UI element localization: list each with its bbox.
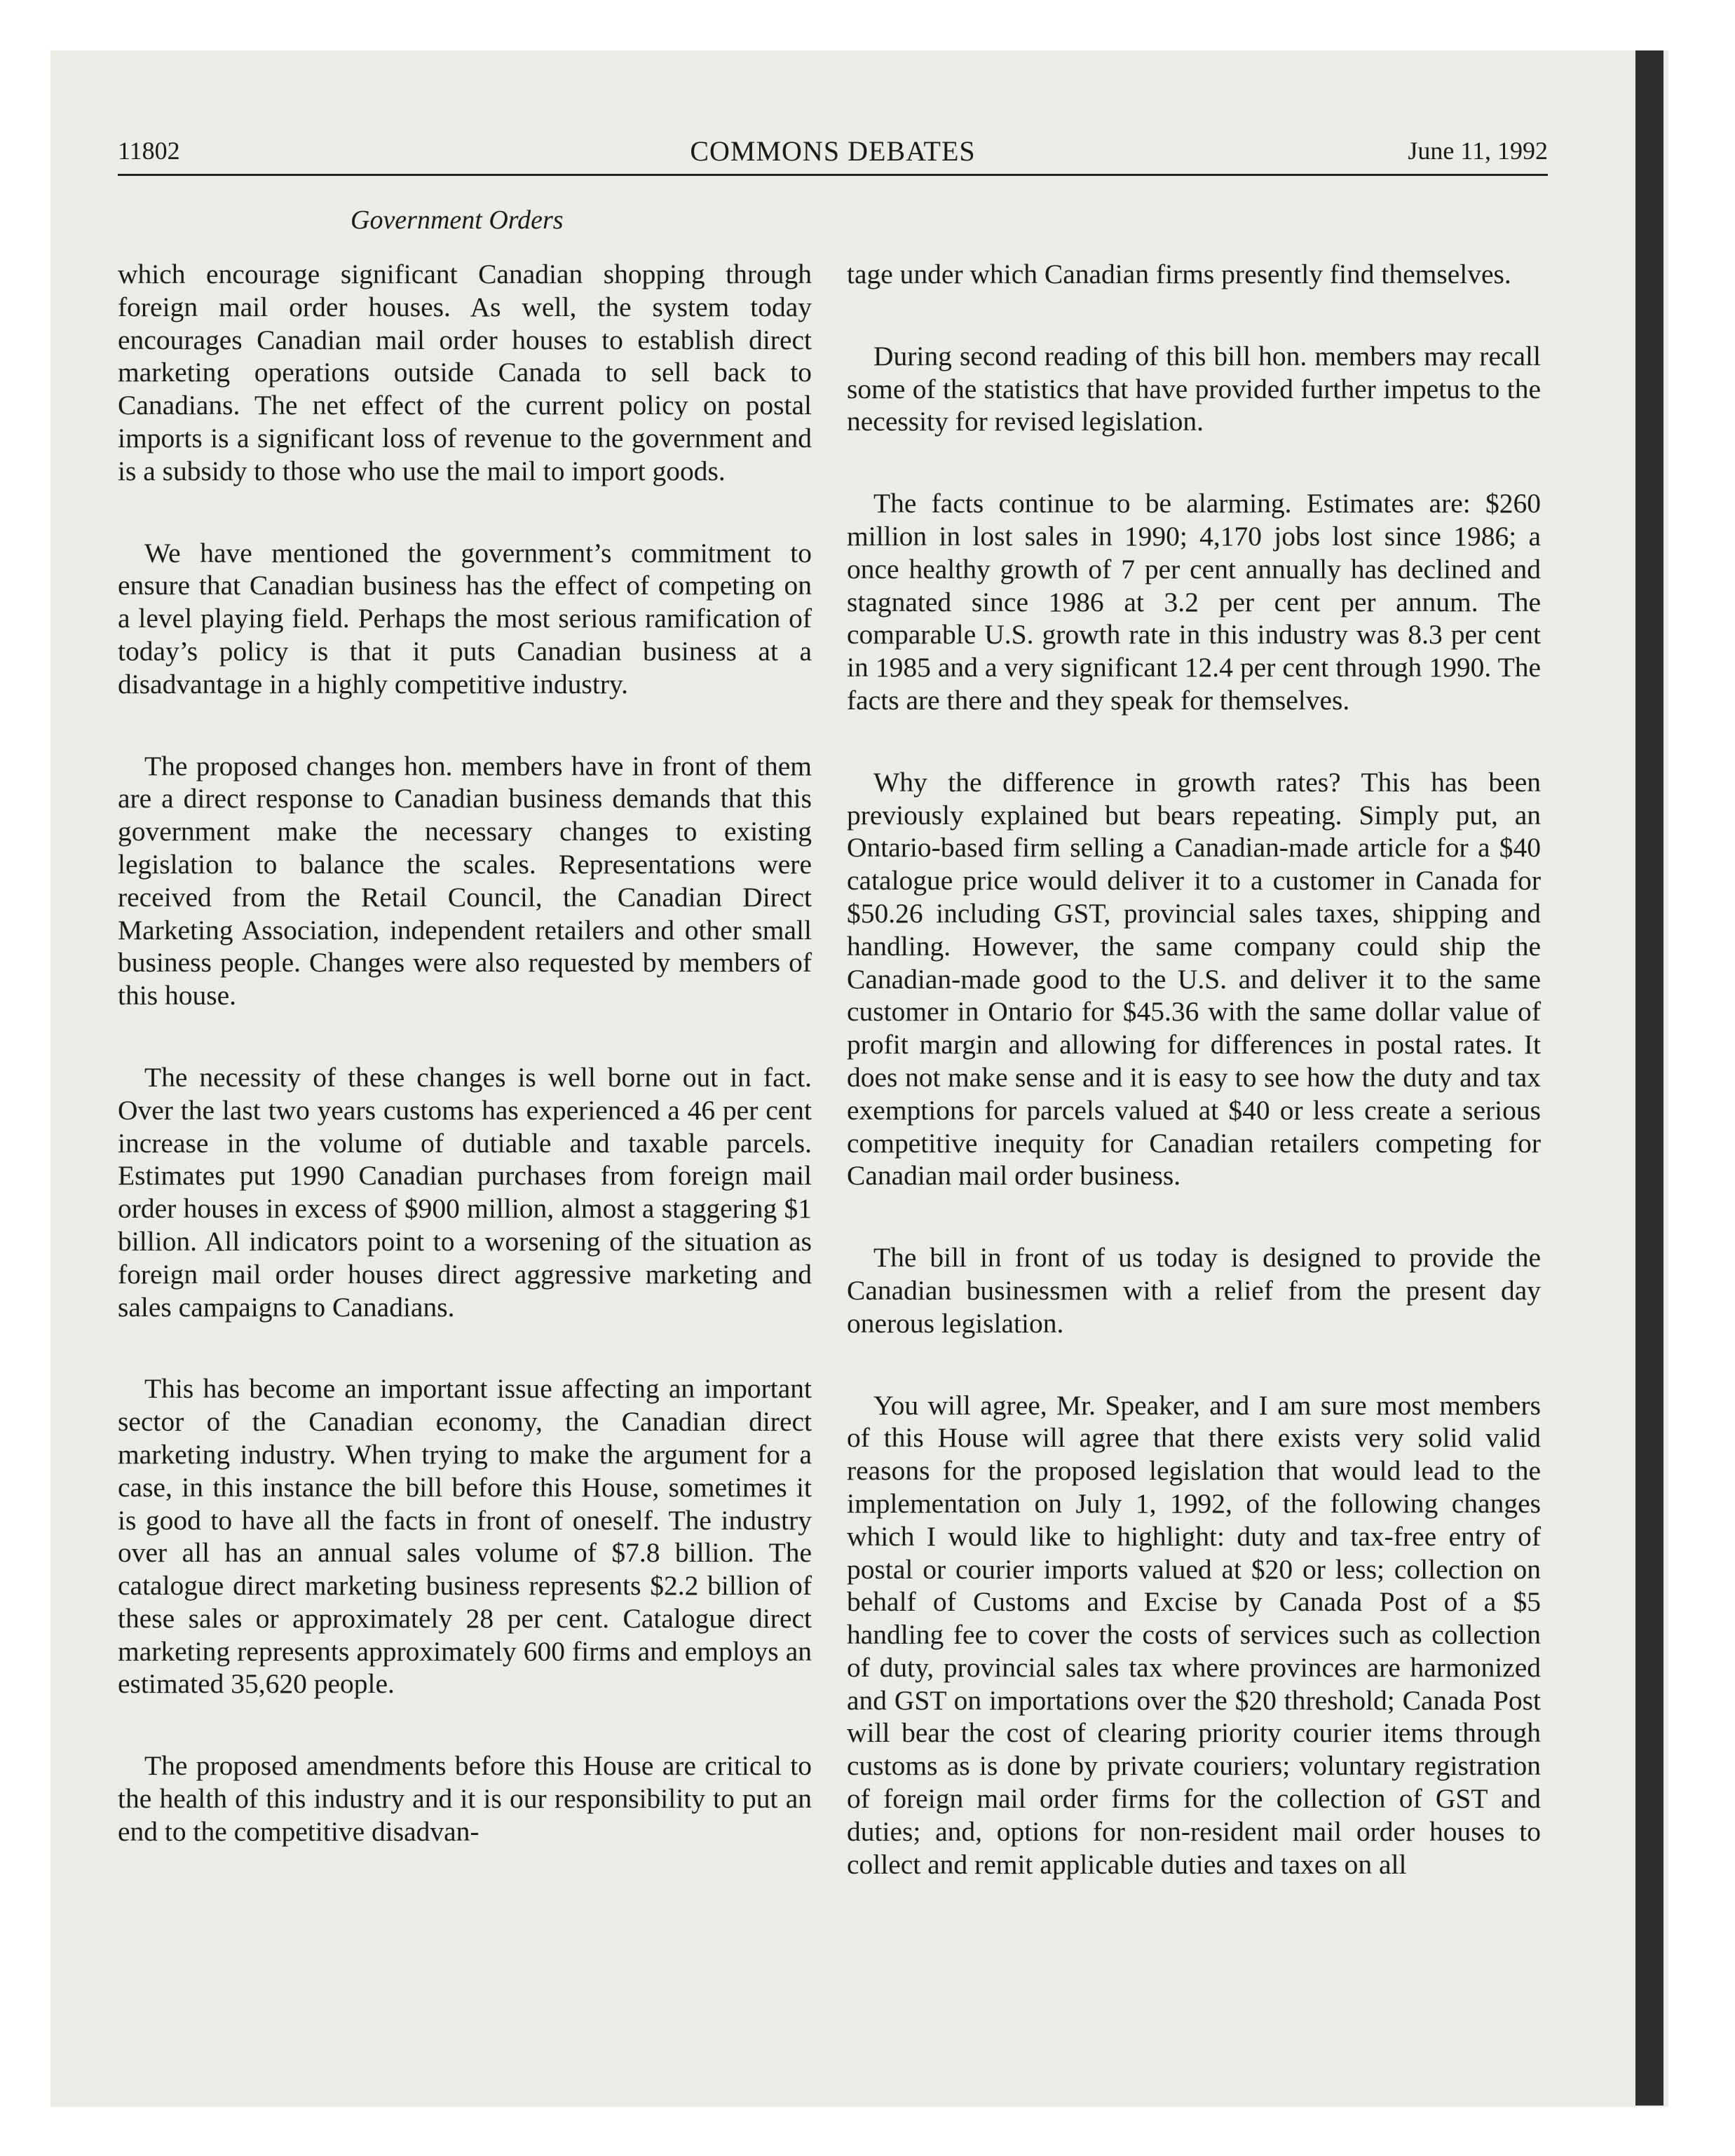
paragraph: During second reading of this bill hon. members may recall some of the statistics that have provided further impetus to the necessity for revised legislation.	[847, 340, 1541, 437]
left-column	[118, 258, 812, 1897]
page-header	[118, 132, 1548, 176]
paragraph: Why the difference in growth rates? This has been previously explained but bears repeating. Simply put, an Ontario-based firm selling a Canadian-made article for a $40 catalogue price would deliver it to a customer in Canada for $50.26 including GST, provincial sales taxes, shipping and handling. However, the same company could ship the Canadian-made good to the U.S. and deliver it to the same customer in Ontario for $45.36 with the same dollar value of profit margin and allowing for differences in postal rates. It does not make sense and it is easy to see how the duty and tax exemptions for parcels valued at $40 or less create a serious competitive inequity for Canadian retailers competing for Canadian mail order business.	[847, 766, 1541, 1192]
paragraph: which encourage significant Canadian shopping through foreign mail order houses. As well, the system today encourages Canadian mail order houses to establish direct marketing operations outside Canada to sell back to Canadians. The net effect of the current policy on postal imports is a significant loss of revenue to the government and is a subsidy to those who use the mail to import goods.	[118, 259, 812, 486]
paragraph: The proposed changes hon. members have in front of them are a direct response to Canadian business demands that this government make the necessary changes to existing legislation to balance the scales. Representations were received from the Retail Council, the Canadian Direct Marketing Association, independent retailers and other small business people. Changes were also requested by members of this house.	[118, 750, 812, 1011]
paragraph: The proposed amendments before this House are critical to the health of this industry and it is our responsibility to put an end to the competitive disadvan-	[118, 1750, 812, 1847]
paragraph: The facts continue to be alarming. Estimates are: $260 million in lost sales in 1990; 4,170 jobs lost since 1986; a once healthy growth of 7 per cent annually has declined and stagnated since 1986 at 3.2 per cent per annum. The comparable U.S. growth rate in this industry was 8.3 per cent in 1985 and a very significant 12.4 per cent through 1990. The facts are there and they speak for themselves.	[847, 488, 1541, 716]
section-label: Government Orders	[351, 205, 564, 235]
publication-date: June 11, 1992	[1408, 137, 1548, 165]
paragraph: tage under which Canadian firms presently find themselves.	[847, 259, 1511, 289]
scan-shadow-edge	[1635, 50, 1663, 2106]
paragraph: The necessity of these changes is well borne out in fact. Over the last two years customs has experienced a 46 per cent increase in the volume of dutiable and taxable parcels. Estimates put 1990 Canadian purchases from foreign mail order houses in excess of $900 million, almost a staggering $1 billion. All indicators point to a worsening of the situation as foreign mail order houses direct aggressive marketing and sales campaigns to Canadians.	[118, 1061, 812, 1323]
paragraph: We have mentioned the government’s commitment to ensure that Canadian business has the effect of competing on a level playing field. Perhaps the most serious ramification of today’s policy is that it puts Canadian business at a disadvantage in a highly competitive industry.	[118, 537, 812, 700]
paragraph: You will agree, Mr. Speaker, and I am sure most members of this House will agree that there exists very solid valid reasons for the proposed legislation that would lead to the implementation on July 1, 1992, of the following changes which I would like to highlight: duty and tax-free entry of postal or courier imports valued at $20 or less; collection on behalf of Customs and Excise by Canada Post of a $5 handling fee to cover the costs of services such as collection of duty, provincial sales tax where provinces are harmonized and GST on importations over the $20 threshold; Canada Post will bear the cost of clearing priority courier items through customs as is done by private couriers; voluntary registration of foreign mail order firms for the collection of GST and duties; and, options for non-resident mail order houses to collect and remit applicable duties and taxes on all	[847, 1389, 1541, 1880]
paragraph: The bill in front of us today is designed to provide the Canadian businessmen with a relief from the present day onerous legislation.	[847, 1242, 1541, 1339]
paragraph: This has become an important issue affecting an important sector of the Canadian economy, the Canadian direct marketing industry. When trying to make the argument for a case, in this instance the bill before this House, sometimes it is good to have all the facts in front of oneself. The industry over all has an annual sales volume of $7.8 billion. The catalogue direct marketing business represents $2.2 billion of these sales or approximately 28 per cent. Catalogue direct marketing represents approximately 600 firms and employs an estimated 35,620 people.	[118, 1373, 812, 1700]
page-number: 11802	[118, 137, 180, 165]
publication-title: COMMONS DEBATES	[690, 135, 976, 167]
right-column	[847, 258, 1541, 1930]
